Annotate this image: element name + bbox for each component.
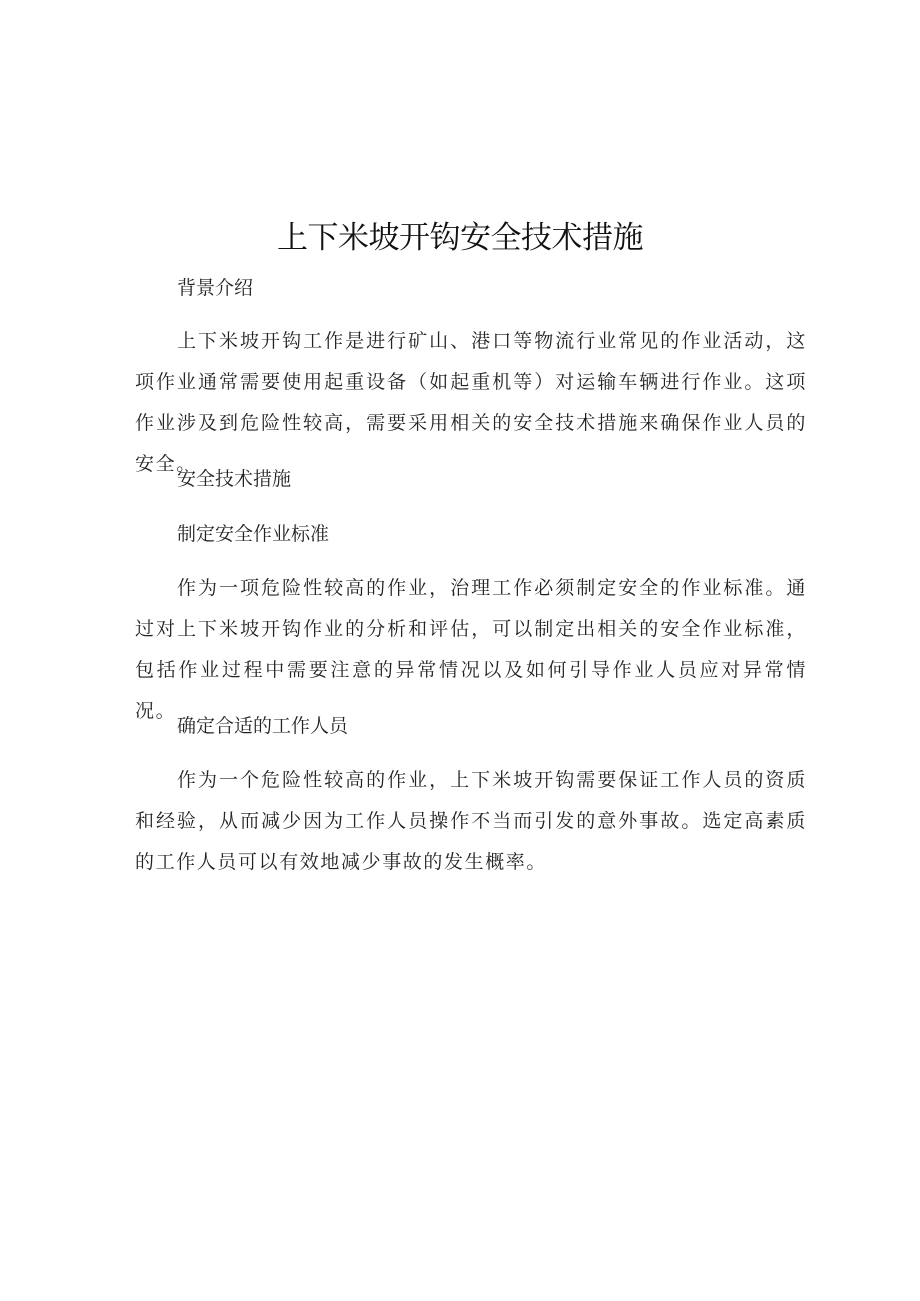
paragraph-background: 上下米坡开钩工作是进行矿山、港口等物流行业常见的作业活动，这项作业通常需要使用起重设备（如起重机等）对运输车辆进行作业。这项作业涉及到危险性较高，需要采用相关的安全技术措施来确保作业人员的安全。 [135, 330, 807, 475]
section-heading-safety-measures: 安全技术措施 [177, 468, 292, 490]
document-title: 上下米坡开钩安全技术措施 [277, 220, 643, 256]
section-heading-background: 背景介绍 [177, 277, 254, 299]
paragraph-personnel: 作为一个危险性较高的作业，上下米坡开钩需要保证工作人员的资质和经验，从而减少因为工作人员操作不当而引发的意外事故。选定高素质的工作人员可以有效地减少事故的发生概率。 [135, 769, 807, 873]
subsection-heading-personnel: 确定合适的工作人员 [177, 715, 349, 737]
subsection-heading-safety-standard: 制定安全作业标准 [177, 523, 330, 545]
paragraph-safety-standard: 作为一项危险性较高的作业，治理工作必须制定安全的作业标准。通过对上下米坡开钩作业的分析和评估，可以制定出相关的安全作业标准，包括作业过程中需要注意的异常情况以及如何引导作业人员应对异常情况。 [135, 577, 807, 722]
